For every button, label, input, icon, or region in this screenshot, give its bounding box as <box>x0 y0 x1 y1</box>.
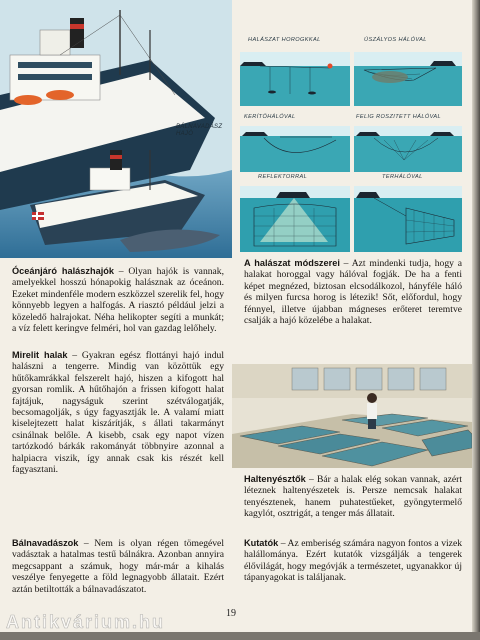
article-whaling-body: – Nem is olyan régen tömegével vadásztak a hatalmas testű bálnákra. Azonban annyira megcsappant a számuk, hogy már-már a kihalás veszélye fenyegette a föld legnagyobb állatait. Ezért aztán betiltották a bálnavadászatot. <box>12 538 224 595</box>
fish-farm-illustration <box>232 364 472 468</box>
method-purse-seine-drawing <box>240 126 350 172</box>
article-frozen <box>12 350 224 475</box>
method-trawl-drawing <box>354 186 462 252</box>
watermark: Antikvárium.hu <box>6 612 166 632</box>
article-frozen-heading: Mirelit halak <box>12 350 68 360</box>
page-bottom-edge <box>0 632 480 640</box>
article-methods-body: – Azt mindenki tudja, hogy a halakat horoggal vagy hálóval fogják. De ha a fenti képet megnézed, biztosan elcsodálkozol, hányféle háló és milyen furcsa horog is létezik! Sőt, előfordul, hogy fénnyel, illetve újabban mágneses erőteret teremtve csalják a hajó közelébe a halakat. <box>244 258 462 327</box>
article-researchers-body: – Az emberiség számára nagyon fontos a vizek halállománya. Ezért kutatók vizsgálják a tengerek élővilágát, hogy megóvják a természetet, ugyanakkor új tápanyagokat is találjanak. <box>244 538 462 584</box>
article-whaling <box>12 538 224 595</box>
article-frozen-body: – Gyakran egész flottányi hajó indul halászni a tengerre. Mindig van közöttük egy hűtőkamrákkal felszerelt hajó, hiszen a kifogott hal gyorsan romlik. A hűtőhajón a frissen kifogott halat fajtájuk, nagyságuk szerint szétválogatják, becsomagolják, s úgy fagyasztják le. A valamí miatt kiselejtezett halat kiszárítják, s állati takarmányt csinálnak belőle. A kisebb, csak egy napot vízen tartózkodó bárkák rakományát többnyire azonnal a halpiacra viszik, így annak csak kis részét kell fagyasztani. <box>12 350 224 476</box>
article-ships-heading: Óceánjáró halászhajók <box>12 266 114 276</box>
method-label-half-submerged-net: FELIG ROSZITETT HÁLÓVAL <box>356 114 442 120</box>
article-farmers-body: – Bár a halak elég sokan vannak, azért léteznek haltenyészetek is. Persze nemcsak halakat tenyésztenek, hanem puhatestűeket, gyöngytermelő kagylót, osztrigát, a tenger más állatait. <box>244 474 462 520</box>
method-spotlight-drawing <box>240 186 350 252</box>
method-label-purse-seine: KERÍTŐHÁLÓVAL <box>244 114 296 120</box>
fishing-ships-illustration <box>0 0 232 258</box>
article-whaling-heading: Bálnavadászok <box>12 538 79 548</box>
fishing-methods-panel <box>240 37 462 254</box>
page-number: 19 <box>226 608 236 619</box>
whaler-caption: BÁLNAVADÁSZ HAJÓ <box>176 124 223 137</box>
article-methods <box>244 258 462 326</box>
method-hooks-drawing <box>240 52 350 106</box>
article-farmers <box>244 474 462 520</box>
method-half-net-drawing <box>354 126 462 172</box>
method-label-spotlight: REFLEKTORRAL <box>258 174 308 180</box>
article-ships <box>12 266 224 334</box>
article-researchers <box>244 538 462 584</box>
article-ships-body: – Olyan hajók is vannak, amelyekkel hosszú hónapokig halásznak az óceánon. Ezeket mindenféle modern eszközzel szerelik fel, hogy könnyebb legyen a halfogás. A riasztó például jelzi a közeledő halrajokat. Néha helikopter segíti a munkát; a víz felett keringve felméri, hol van gazdag lelőhely. <box>12 266 224 335</box>
method-label-drift-net: ÚSZÁLYOS HÁLÓVAL <box>364 37 427 43</box>
fish-farm-drawing <box>232 364 472 468</box>
method-drift-net-drawing <box>354 52 462 106</box>
article-farmers-heading: Haltenyésztők <box>244 474 306 484</box>
article-methods-heading: A halászat módszerei <box>244 258 340 268</box>
page-edge <box>472 0 480 640</box>
method-label-hooks: HALÁSZAT HOROGKKAL <box>248 37 321 43</box>
method-label-trawl: TERHÁLÓVAL <box>382 174 423 180</box>
article-researchers-heading: Kutatók <box>244 538 279 548</box>
